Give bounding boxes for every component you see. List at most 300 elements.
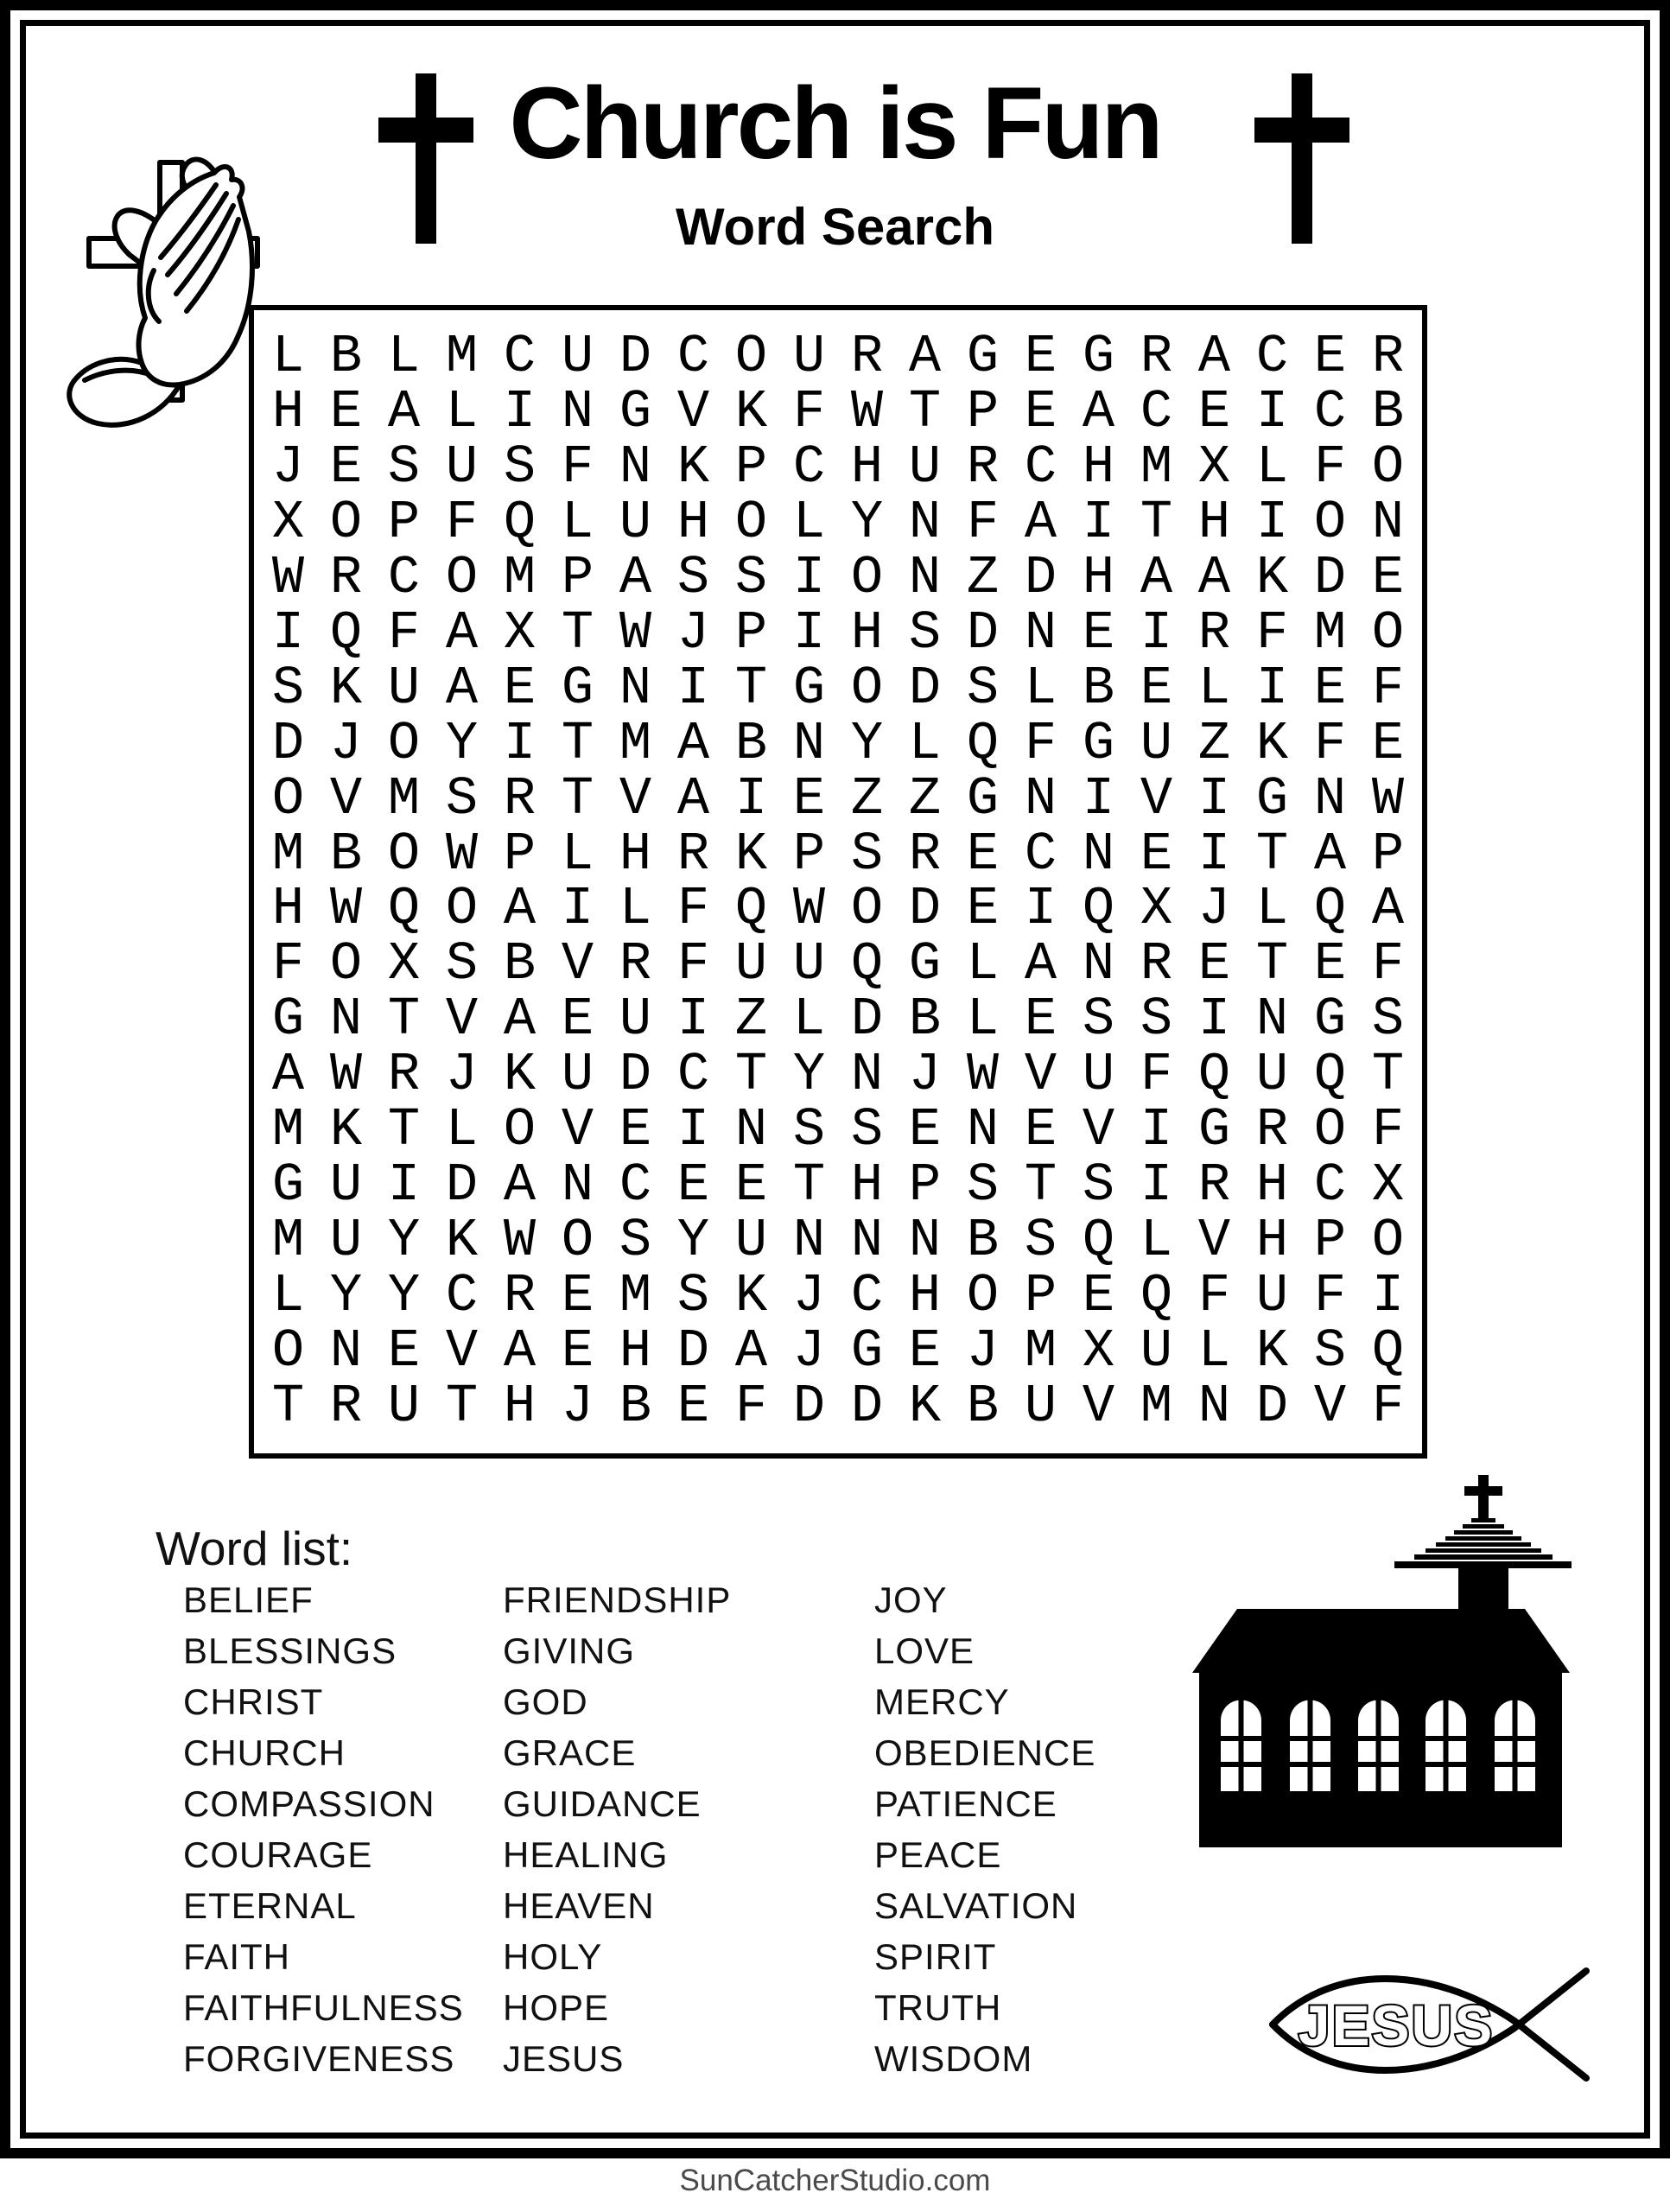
grid-cell: A bbox=[503, 1154, 537, 1217]
grid-cell: B bbox=[1082, 657, 1115, 719]
grid-cell: H bbox=[619, 823, 652, 885]
grid-cell: R bbox=[329, 1376, 363, 1438]
grid-cell: P bbox=[734, 601, 768, 664]
grid-cell: L bbox=[445, 380, 479, 442]
footer-site-link[interactable]: SunCatcherStudio.com bbox=[679, 2164, 991, 2197]
grid-cell: A bbox=[503, 1320, 537, 1382]
grid-cell: T bbox=[1024, 1154, 1057, 1217]
grid-cell: O bbox=[561, 1210, 594, 1272]
grid-cell: J bbox=[908, 1044, 942, 1106]
grid-cell: J bbox=[271, 435, 305, 498]
grid-cell: G bbox=[1082, 712, 1115, 774]
grid-cell: W bbox=[503, 1210, 537, 1272]
grid-cell: F bbox=[1255, 601, 1289, 664]
grid-cell: A bbox=[271, 1044, 305, 1106]
grid-cell: N bbox=[1024, 601, 1057, 664]
grid-cell: U bbox=[1024, 1376, 1057, 1438]
grid-cell: T bbox=[908, 380, 942, 442]
grid-cell: A bbox=[1197, 325, 1231, 387]
grid-cell: D bbox=[271, 712, 305, 774]
grid-cell: S bbox=[850, 823, 884, 885]
grid-cell: N bbox=[966, 1099, 1000, 1161]
grid-cell: B bbox=[619, 1376, 652, 1438]
grid-cell: S bbox=[1082, 1154, 1115, 1217]
grid-cell: R bbox=[966, 435, 1000, 498]
grid-cell: W bbox=[445, 823, 479, 885]
grid-cell: S bbox=[271, 657, 305, 719]
grid-cell: L bbox=[792, 988, 826, 1051]
grid-cell: S bbox=[445, 767, 479, 830]
grid-cell: I bbox=[1197, 988, 1231, 1051]
grid-cell: E bbox=[561, 1265, 594, 1327]
grid-cell: C bbox=[619, 1154, 652, 1217]
grid-cell: Y bbox=[850, 491, 884, 553]
word-list-item: HOLY bbox=[503, 1936, 603, 1977]
grid-cell: P bbox=[503, 823, 537, 885]
grid-cell: V bbox=[1024, 1044, 1057, 1106]
grid-cell: V bbox=[1313, 1376, 1347, 1438]
grid-cell: B bbox=[503, 933, 537, 995]
word-list-item: COURAGE bbox=[183, 1834, 373, 1875]
grid-cell: A bbox=[1082, 380, 1115, 442]
grid-cell: Q bbox=[1313, 1044, 1347, 1106]
grid-cell: H bbox=[1255, 1154, 1289, 1217]
word-list-item: COMPASSION bbox=[183, 1783, 435, 1824]
grid-cell: C bbox=[792, 435, 826, 498]
grid-cell: E bbox=[561, 988, 594, 1051]
grid-cell: T bbox=[1255, 823, 1289, 885]
grid-cell: B bbox=[734, 712, 768, 774]
word-list-item: SALVATION bbox=[874, 1885, 1078, 1926]
grid-cell: P bbox=[792, 823, 826, 885]
grid-cell: N bbox=[908, 1210, 942, 1272]
word-list-item: PEACE bbox=[874, 1834, 1002, 1875]
grid-cell: G bbox=[1255, 767, 1289, 830]
word-list-column bbox=[183, 1574, 464, 2084]
grid-cell: N bbox=[1082, 933, 1115, 995]
grid-cell: P bbox=[1024, 1265, 1057, 1327]
word-list-item: CHURCH bbox=[183, 1732, 346, 1773]
grid-cell: F bbox=[387, 601, 421, 664]
grid-cell: F bbox=[1024, 712, 1057, 774]
grid-cell: N bbox=[1197, 1376, 1231, 1438]
grid-cell: O bbox=[1313, 491, 1347, 553]
grid-cell: E bbox=[1371, 712, 1405, 774]
grid-cell: S bbox=[503, 435, 537, 498]
grid-cell: L bbox=[619, 878, 652, 940]
grid-cell: N bbox=[734, 1099, 768, 1161]
grid-cell: R bbox=[1140, 933, 1173, 995]
grid-cell: R bbox=[1255, 1099, 1289, 1161]
grid-cell: N bbox=[1255, 988, 1289, 1051]
grid-cell: I bbox=[1140, 1099, 1173, 1161]
grid-cell: Q bbox=[329, 601, 363, 664]
grid-cell: C bbox=[676, 325, 710, 387]
grid-cell: L bbox=[1255, 435, 1289, 498]
grid-cell: R bbox=[908, 823, 942, 885]
grid-cell: S bbox=[850, 1099, 884, 1161]
grid-cell: F bbox=[445, 491, 479, 553]
grid-cell: C bbox=[503, 325, 537, 387]
grid-cell: J bbox=[676, 601, 710, 664]
grid-cell: U bbox=[1255, 1044, 1289, 1106]
grid-cell: O bbox=[387, 823, 421, 885]
grid-cell: C bbox=[850, 1265, 884, 1327]
grid-cell: M bbox=[271, 823, 305, 885]
grid-cell: G bbox=[792, 657, 826, 719]
grid-cell: U bbox=[387, 657, 421, 719]
grid-cell: R bbox=[676, 823, 710, 885]
grid-cell: Q bbox=[966, 712, 1000, 774]
grid-cell: T bbox=[387, 1099, 421, 1161]
grid-cell: E bbox=[734, 1154, 768, 1217]
letter-grid bbox=[249, 305, 1427, 1459]
grid-cell: O bbox=[1371, 1210, 1405, 1272]
word-list-item: GIVING bbox=[503, 1630, 636, 1671]
grid-cell: W bbox=[271, 546, 305, 608]
grid-cell: F bbox=[676, 878, 710, 940]
grid-cell: K bbox=[329, 1099, 363, 1161]
grid-cell: W bbox=[329, 878, 363, 940]
grid-cell: B bbox=[966, 1376, 1000, 1438]
grid-cell: Q bbox=[1082, 878, 1115, 940]
grid-cell: L bbox=[561, 491, 594, 553]
grid-cell: I bbox=[1140, 601, 1173, 664]
grid-cell: T bbox=[271, 1376, 305, 1438]
grid-cell: F bbox=[792, 380, 826, 442]
grid-cell: W bbox=[792, 878, 826, 940]
grid-cell: H bbox=[1082, 435, 1115, 498]
grid-cell: H bbox=[1082, 546, 1115, 608]
grid-cell: A bbox=[1197, 546, 1231, 608]
grid-cell: Y bbox=[792, 1044, 826, 1106]
grid-cell: P bbox=[387, 491, 421, 553]
grid-cell: I bbox=[1140, 1154, 1173, 1217]
grid-cell: H bbox=[271, 380, 305, 442]
page-title: Church is Fun bbox=[509, 67, 1161, 181]
grid-cell: O bbox=[850, 546, 884, 608]
grid-cell: U bbox=[445, 435, 479, 498]
word-list-item: FAITHFULNESS bbox=[183, 1987, 464, 2028]
grid-cell: I bbox=[1197, 823, 1231, 885]
grid-cell: M bbox=[445, 325, 479, 387]
jesus-fish-icon bbox=[1251, 1947, 1597, 2094]
grid-cell: I bbox=[734, 767, 768, 830]
grid-cell: M bbox=[1024, 1320, 1057, 1382]
grid-cell: B bbox=[966, 1210, 1000, 1272]
grid-cell: K bbox=[329, 657, 363, 719]
grid-cell: K bbox=[1255, 712, 1289, 774]
grid-cell: E bbox=[619, 1099, 652, 1161]
grid-cell: O bbox=[1371, 601, 1405, 664]
grid-cell: I bbox=[792, 601, 826, 664]
word-list-item: JOY bbox=[874, 1580, 948, 1620]
grid-cell: T bbox=[734, 657, 768, 719]
grid-cell: R bbox=[503, 767, 537, 830]
grid-cell: A bbox=[676, 767, 710, 830]
grid-cell: U bbox=[329, 1210, 363, 1272]
word-list-item: GUIDANCE bbox=[503, 1783, 702, 1824]
grid-cell: G bbox=[1313, 988, 1347, 1051]
grid-cell: R bbox=[1197, 1154, 1231, 1217]
grid-cell: W bbox=[329, 1044, 363, 1106]
grid-cell: F bbox=[1140, 1044, 1173, 1106]
grid-cell: A bbox=[908, 325, 942, 387]
grid-cell: L bbox=[387, 325, 421, 387]
grid-cell: U bbox=[792, 325, 826, 387]
grid-cell: N bbox=[908, 546, 942, 608]
grid-cell: J bbox=[966, 1320, 1000, 1382]
grid-cell: S bbox=[966, 657, 1000, 719]
grid-cell: C bbox=[1313, 1154, 1347, 1217]
grid-cell: S bbox=[792, 1099, 826, 1161]
grid-cell: Y bbox=[387, 1210, 421, 1272]
grid-cell: K bbox=[445, 1210, 479, 1272]
grid-cell: Y bbox=[850, 712, 884, 774]
grid-cell: Q bbox=[387, 878, 421, 940]
grid-cell: J bbox=[1197, 878, 1231, 940]
word-list-item: BLESSINGS bbox=[183, 1630, 397, 1671]
grid-cell: M bbox=[619, 712, 652, 774]
grid-cell: U bbox=[329, 1154, 363, 1217]
grid-cell: S bbox=[1371, 988, 1405, 1051]
grid-cell: A bbox=[445, 657, 479, 719]
grid-cell: D bbox=[445, 1154, 479, 1217]
grid-cell: J bbox=[792, 1320, 826, 1382]
grid-cell: A bbox=[503, 878, 537, 940]
grid-cell: Q bbox=[1371, 1320, 1405, 1382]
grid-cell: X bbox=[503, 601, 537, 664]
grid-cell: E bbox=[1140, 823, 1173, 885]
grid-cell: L bbox=[271, 1265, 305, 1327]
grid-cell: S bbox=[676, 546, 710, 608]
grid-cell: I bbox=[1255, 380, 1289, 442]
grid-cell: B bbox=[329, 325, 363, 387]
grid-cell: L bbox=[1255, 878, 1289, 940]
grid-cell: Z bbox=[1197, 712, 1231, 774]
grid-cell: H bbox=[619, 1320, 652, 1382]
grid-cell: K bbox=[734, 380, 768, 442]
grid-cell: E bbox=[561, 1320, 594, 1382]
grid-cell: I bbox=[1024, 878, 1057, 940]
grid-cell: L bbox=[1024, 657, 1057, 719]
grid-cell: I bbox=[503, 712, 537, 774]
grid-cell: P bbox=[734, 435, 768, 498]
grid-cell: G bbox=[966, 325, 1000, 387]
grid-cell: Q bbox=[850, 933, 884, 995]
grid-cell: S bbox=[1082, 988, 1115, 1051]
word-list-item: LOVE bbox=[874, 1630, 975, 1671]
grid-cell: M bbox=[619, 1265, 652, 1327]
grid-cell: R bbox=[387, 1044, 421, 1106]
grid-cell: R bbox=[850, 325, 884, 387]
grid-cell: E bbox=[1313, 933, 1347, 995]
grid-cell: J bbox=[561, 1376, 594, 1438]
grid-cell: H bbox=[503, 1376, 537, 1438]
grid-cell: M bbox=[1140, 1376, 1173, 1438]
grid-cell: O bbox=[329, 491, 363, 553]
grid-cell: U bbox=[561, 325, 594, 387]
grid-cell: I bbox=[792, 546, 826, 608]
grid-cell: G bbox=[561, 657, 594, 719]
grid-cell: F bbox=[734, 1376, 768, 1438]
grid-cell: U bbox=[908, 435, 942, 498]
word-list-item: WISDOM bbox=[874, 2038, 1033, 2079]
grid-cell: Q bbox=[1140, 1265, 1173, 1327]
grid-cell: X bbox=[1371, 1154, 1405, 1217]
grid-cell: S bbox=[1024, 1210, 1057, 1272]
grid-cell: V bbox=[619, 767, 652, 830]
grid-cell: X bbox=[1197, 435, 1231, 498]
grid-cell: J bbox=[792, 1265, 826, 1327]
word-list-item: ETERNAL bbox=[183, 1885, 357, 1926]
grid-cell: E bbox=[676, 1376, 710, 1438]
grid-cell: A bbox=[387, 380, 421, 442]
grid-cell: D bbox=[619, 1044, 652, 1106]
grid-cell: R bbox=[619, 933, 652, 995]
grid-cell: A bbox=[619, 546, 652, 608]
grid-cell: U bbox=[734, 933, 768, 995]
grid-cell: S bbox=[1313, 1320, 1347, 1382]
grid-cell: M bbox=[271, 1210, 305, 1272]
grid-cell: L bbox=[908, 712, 942, 774]
grid-cell: J bbox=[445, 1044, 479, 1106]
grid-cell: E bbox=[1082, 601, 1115, 664]
grid-cell: E bbox=[329, 435, 363, 498]
grid-cell: B bbox=[1371, 380, 1405, 442]
grid-cell: I bbox=[503, 380, 537, 442]
grid-cell: H bbox=[850, 435, 884, 498]
grid-cell: M bbox=[271, 1099, 305, 1161]
grid-cell: B bbox=[908, 988, 942, 1051]
grid-cell: V bbox=[561, 1099, 594, 1161]
grid-cell: D bbox=[850, 988, 884, 1051]
grid-cell: A bbox=[1371, 878, 1405, 940]
grid-cell: S bbox=[676, 1265, 710, 1327]
grid-cell: P bbox=[966, 380, 1000, 442]
grid-cell: O bbox=[387, 712, 421, 774]
grid-cell: T bbox=[561, 601, 594, 664]
grid-cell: N bbox=[1313, 767, 1347, 830]
grid-cell: T bbox=[387, 988, 421, 1051]
grid-cell: D bbox=[1024, 546, 1057, 608]
grid-cell: F bbox=[1313, 435, 1347, 498]
grid-cell: D bbox=[908, 657, 942, 719]
grid-cell: N bbox=[329, 1320, 363, 1382]
grid-cell: E bbox=[1371, 546, 1405, 608]
grid-cell: L bbox=[792, 491, 826, 553]
grid-cell: V bbox=[1197, 1210, 1231, 1272]
grid-cell: E bbox=[966, 823, 1000, 885]
grid-cell: O bbox=[850, 657, 884, 719]
grid-cell: E bbox=[503, 657, 537, 719]
grid-cell: O bbox=[966, 1265, 1000, 1327]
grid-cell: Q bbox=[734, 878, 768, 940]
grid-cell: U bbox=[1140, 1320, 1173, 1382]
grid-cell: Z bbox=[966, 546, 1000, 608]
grid-cell: E bbox=[792, 767, 826, 830]
grid-cell: I bbox=[1255, 657, 1289, 719]
grid-cell: L bbox=[1197, 1320, 1231, 1382]
grid-cell: M bbox=[503, 546, 537, 608]
grid-cell: N bbox=[1024, 767, 1057, 830]
grid-cell: F bbox=[966, 491, 1000, 553]
grid-cell: F bbox=[1371, 1099, 1405, 1161]
page-subtitle: Word Search bbox=[676, 198, 994, 256]
grid-cell: V bbox=[1140, 767, 1173, 830]
grid-cell: U bbox=[1140, 712, 1173, 774]
grid-cell: E bbox=[1313, 325, 1347, 387]
grid-cell: L bbox=[966, 988, 1000, 1051]
grid-cell: N bbox=[792, 712, 826, 774]
grid-cell: W bbox=[966, 1044, 1000, 1106]
grid-cell: S bbox=[1140, 988, 1173, 1051]
word-list-item: FORGIVENESS bbox=[183, 2038, 455, 2079]
word-list-item: JESUS bbox=[503, 2038, 625, 2079]
word-list-item: SPIRIT bbox=[874, 1936, 997, 1977]
grid-cell: Q bbox=[1082, 1210, 1115, 1272]
grid-cell: D bbox=[619, 325, 652, 387]
word-list-item: HEAVEN bbox=[503, 1885, 655, 1926]
grid-cell: H bbox=[271, 878, 305, 940]
grid-cell: U bbox=[561, 1044, 594, 1106]
grid-cell: N bbox=[908, 491, 942, 553]
grid-cell: X bbox=[271, 491, 305, 553]
grid-cell: N bbox=[619, 657, 652, 719]
grid-cell: F bbox=[1313, 1265, 1347, 1327]
grid-cell: C bbox=[445, 1265, 479, 1327]
word-list-item: OBEDIENCE bbox=[874, 1732, 1096, 1773]
grid-cell: R bbox=[1197, 601, 1231, 664]
grid-cell: V bbox=[676, 380, 710, 442]
grid-cell: Z bbox=[908, 767, 942, 830]
grid-cell: I bbox=[676, 657, 710, 719]
grid-cell: T bbox=[561, 767, 594, 830]
grid-cell: O bbox=[1371, 435, 1405, 498]
grid-cell: S bbox=[387, 435, 421, 498]
grid-cell: H bbox=[1255, 1210, 1289, 1272]
grid-cell: Y bbox=[387, 1265, 421, 1327]
grid-cell: H bbox=[850, 601, 884, 664]
grid-cell: D bbox=[908, 878, 942, 940]
grid-cell: O bbox=[271, 767, 305, 830]
grid-cell: I bbox=[387, 1154, 421, 1217]
grid-cell: G bbox=[850, 1320, 884, 1382]
grid-cell: V bbox=[445, 1320, 479, 1382]
grid-cell: E bbox=[676, 1154, 710, 1217]
grid-cell: N bbox=[561, 380, 594, 442]
grid-cell: O bbox=[445, 546, 479, 608]
grid-cell: T bbox=[734, 1044, 768, 1106]
grid-cell: I bbox=[676, 1099, 710, 1161]
grid-cell: N bbox=[850, 1210, 884, 1272]
grid-cell: G bbox=[619, 380, 652, 442]
grid-cell: I bbox=[1082, 767, 1115, 830]
grid-cell: P bbox=[908, 1154, 942, 1217]
grid-cell: G bbox=[271, 1154, 305, 1217]
grid-cell: E bbox=[966, 878, 1000, 940]
grid-cell: T bbox=[445, 1376, 479, 1438]
grid-cell: E bbox=[1197, 380, 1231, 442]
grid-cell: K bbox=[503, 1044, 537, 1106]
grid-cell: K bbox=[734, 823, 768, 885]
grid-cell: M bbox=[1140, 435, 1173, 498]
grid-cell: C bbox=[1313, 380, 1347, 442]
grid-cell: E bbox=[908, 1099, 942, 1161]
grid-cell: W bbox=[850, 380, 884, 442]
grid-cell: S bbox=[445, 933, 479, 995]
grid-cell: S bbox=[619, 1210, 652, 1272]
